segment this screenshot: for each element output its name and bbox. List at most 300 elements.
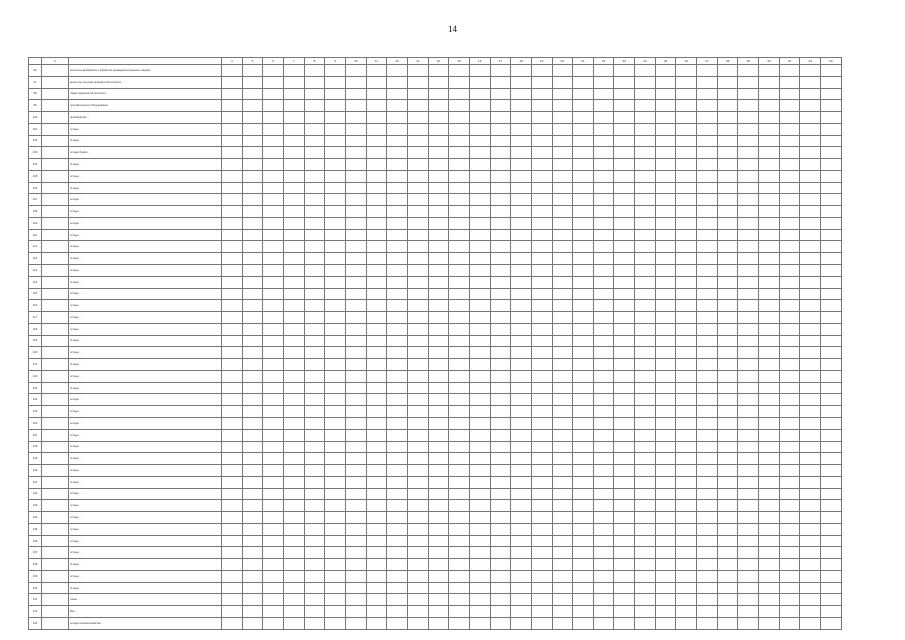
value-cell bbox=[759, 241, 780, 253]
value-cell bbox=[552, 547, 573, 559]
value-cell bbox=[345, 170, 366, 182]
value-cell bbox=[614, 617, 635, 629]
value-cell bbox=[304, 300, 325, 312]
value-cell bbox=[428, 147, 449, 159]
value-cell bbox=[449, 359, 470, 371]
value-cell bbox=[593, 170, 614, 182]
value-cell bbox=[552, 570, 573, 582]
value-cell bbox=[614, 465, 635, 477]
value-cell bbox=[635, 76, 656, 88]
value-cell bbox=[325, 217, 346, 229]
value-cell bbox=[573, 112, 594, 124]
row-code-cell bbox=[42, 147, 69, 159]
value-cell bbox=[738, 206, 759, 218]
table-row bbox=[29, 617, 842, 629]
table-header-cell bbox=[69, 58, 222, 65]
value-cell bbox=[655, 217, 676, 229]
value-cell bbox=[242, 382, 263, 394]
value-cell bbox=[676, 323, 697, 335]
value-cell bbox=[428, 170, 449, 182]
value-cell bbox=[697, 441, 718, 453]
value-cell bbox=[573, 582, 594, 594]
value-cell bbox=[821, 347, 842, 359]
value-cell bbox=[366, 147, 387, 159]
value-cell bbox=[283, 100, 304, 112]
value-cell bbox=[428, 300, 449, 312]
row-number-cell: 105 bbox=[29, 170, 42, 182]
value-cell bbox=[304, 488, 325, 500]
table-row bbox=[29, 159, 842, 171]
value-cell bbox=[242, 465, 263, 477]
value-cell bbox=[800, 335, 821, 347]
value-cell bbox=[263, 112, 284, 124]
value-cell bbox=[573, 594, 594, 606]
value-cell bbox=[469, 76, 490, 88]
value-cell bbox=[717, 229, 738, 241]
value-cell bbox=[325, 65, 346, 77]
value-cell bbox=[469, 370, 490, 382]
value-cell bbox=[531, 406, 552, 418]
value-cell bbox=[573, 265, 594, 277]
value-cell bbox=[449, 535, 470, 547]
value-cell bbox=[779, 359, 800, 371]
value-cell bbox=[263, 159, 284, 171]
value-cell bbox=[738, 559, 759, 571]
value-cell bbox=[263, 288, 284, 300]
table-header-cell: 29 bbox=[738, 58, 759, 65]
value-cell bbox=[387, 229, 408, 241]
value-cell bbox=[738, 535, 759, 547]
value-cell bbox=[738, 617, 759, 629]
value-cell bbox=[449, 465, 470, 477]
value-cell bbox=[387, 335, 408, 347]
value-cell bbox=[779, 65, 800, 77]
value-cell bbox=[821, 476, 842, 488]
value-cell bbox=[800, 147, 821, 159]
value-cell bbox=[449, 594, 470, 606]
value-cell bbox=[222, 417, 243, 429]
row-code-cell bbox=[42, 276, 69, 288]
value-cell bbox=[283, 488, 304, 500]
value-cell bbox=[407, 112, 428, 124]
value-cell bbox=[821, 500, 842, 512]
value-cell bbox=[428, 335, 449, 347]
value-cell bbox=[635, 382, 656, 394]
value-cell bbox=[222, 606, 243, 618]
value-cell bbox=[614, 370, 635, 382]
row-number-cell: 133 bbox=[29, 500, 42, 512]
value-cell bbox=[593, 488, 614, 500]
value-cell bbox=[345, 123, 366, 135]
value-cell bbox=[407, 206, 428, 218]
value-cell bbox=[821, 194, 842, 206]
value-cell bbox=[676, 312, 697, 324]
value-cell bbox=[800, 323, 821, 335]
value-cell bbox=[449, 406, 470, 418]
value-cell bbox=[573, 559, 594, 571]
value-cell bbox=[325, 76, 346, 88]
value-cell bbox=[697, 170, 718, 182]
value-cell bbox=[655, 382, 676, 394]
value-cell bbox=[449, 112, 470, 124]
value-cell bbox=[552, 253, 573, 265]
value-cell bbox=[779, 476, 800, 488]
row-number-cell: 103 bbox=[29, 147, 42, 159]
value-cell bbox=[779, 335, 800, 347]
value-cell bbox=[655, 523, 676, 535]
value-cell bbox=[573, 359, 594, 371]
row-number-cell: 132 bbox=[29, 488, 42, 500]
value-cell bbox=[821, 76, 842, 88]
value-cell bbox=[676, 570, 697, 582]
row-number-cell: 99 bbox=[29, 100, 42, 112]
value-cell bbox=[283, 476, 304, 488]
value-cell bbox=[325, 406, 346, 418]
value-cell bbox=[407, 123, 428, 135]
value-cell bbox=[345, 559, 366, 571]
row-name-cell: поставка малого оборудования bbox=[69, 100, 222, 112]
value-cell bbox=[469, 276, 490, 288]
value-cell bbox=[697, 523, 718, 535]
value-cell bbox=[655, 535, 676, 547]
value-cell bbox=[325, 594, 346, 606]
value-cell bbox=[779, 417, 800, 429]
value-cell bbox=[222, 594, 243, 606]
value-cell bbox=[366, 76, 387, 88]
value-cell bbox=[655, 288, 676, 300]
value-cell bbox=[366, 288, 387, 300]
value-cell bbox=[676, 206, 697, 218]
value-cell bbox=[593, 359, 614, 371]
value-cell bbox=[387, 323, 408, 335]
value-cell bbox=[222, 217, 243, 229]
value-cell bbox=[490, 500, 511, 512]
value-cell bbox=[428, 217, 449, 229]
value-cell bbox=[800, 512, 821, 524]
value-cell bbox=[717, 159, 738, 171]
value-cell bbox=[531, 476, 552, 488]
value-cell bbox=[552, 206, 573, 218]
value-cell bbox=[655, 159, 676, 171]
value-cell bbox=[697, 76, 718, 88]
value-cell bbox=[759, 194, 780, 206]
value-cell bbox=[531, 182, 552, 194]
value-cell bbox=[345, 547, 366, 559]
value-cell bbox=[263, 182, 284, 194]
value-cell bbox=[511, 606, 532, 618]
row-name-cell: отходы ... bbox=[69, 335, 222, 347]
value-cell bbox=[345, 347, 366, 359]
value-cell bbox=[304, 335, 325, 347]
value-cell bbox=[304, 394, 325, 406]
value-cell bbox=[573, 65, 594, 77]
value-cell bbox=[428, 112, 449, 124]
value-cell bbox=[325, 559, 346, 571]
value-cell bbox=[697, 417, 718, 429]
value-cell bbox=[449, 241, 470, 253]
value-cell bbox=[779, 276, 800, 288]
row-code-cell bbox=[42, 194, 69, 206]
table-header-cell: 23 bbox=[614, 58, 635, 65]
value-cell bbox=[263, 559, 284, 571]
row-code-cell bbox=[42, 65, 69, 77]
value-cell bbox=[511, 135, 532, 147]
value-cell bbox=[593, 417, 614, 429]
value-cell bbox=[800, 194, 821, 206]
value-cell bbox=[614, 476, 635, 488]
value-cell bbox=[304, 570, 325, 582]
value-cell bbox=[366, 406, 387, 418]
value-cell bbox=[759, 206, 780, 218]
value-cell bbox=[222, 276, 243, 288]
value-cell bbox=[242, 606, 263, 618]
value-cell bbox=[738, 194, 759, 206]
value-cell bbox=[635, 135, 656, 147]
value-cell bbox=[345, 312, 366, 324]
value-cell bbox=[593, 112, 614, 124]
value-cell bbox=[676, 76, 697, 88]
value-cell bbox=[800, 370, 821, 382]
value-cell bbox=[593, 535, 614, 547]
row-number-cell: 108 bbox=[29, 206, 42, 218]
value-cell bbox=[676, 594, 697, 606]
value-cell bbox=[407, 570, 428, 582]
value-cell bbox=[676, 147, 697, 159]
value-cell bbox=[573, 476, 594, 488]
value-cell bbox=[738, 217, 759, 229]
value-cell bbox=[345, 488, 366, 500]
value-cell bbox=[800, 535, 821, 547]
value-cell bbox=[345, 206, 366, 218]
row-number-cell: 142 bbox=[29, 606, 42, 618]
value-cell bbox=[531, 582, 552, 594]
value-cell bbox=[573, 382, 594, 394]
value-cell bbox=[490, 594, 511, 606]
value-cell bbox=[366, 606, 387, 618]
value-cell bbox=[800, 76, 821, 88]
value-cell bbox=[655, 559, 676, 571]
value-cell bbox=[283, 370, 304, 382]
row-code-cell bbox=[42, 100, 69, 112]
value-cell bbox=[717, 476, 738, 488]
value-cell bbox=[428, 253, 449, 265]
value-cell bbox=[531, 65, 552, 77]
value-cell bbox=[552, 382, 573, 394]
value-cell bbox=[717, 65, 738, 77]
table-row bbox=[29, 229, 842, 241]
value-cell bbox=[614, 594, 635, 606]
value-cell bbox=[800, 265, 821, 277]
value-cell bbox=[635, 88, 656, 100]
row-number-cell: 100 bbox=[29, 112, 42, 124]
value-cell bbox=[697, 135, 718, 147]
value-cell bbox=[222, 323, 243, 335]
value-cell bbox=[759, 441, 780, 453]
row-name-cell: Всё ... bbox=[69, 606, 222, 618]
value-cell bbox=[469, 300, 490, 312]
value-cell bbox=[242, 394, 263, 406]
value-cell bbox=[552, 159, 573, 171]
row-name-cell: отходы ... bbox=[69, 417, 222, 429]
value-cell bbox=[614, 559, 635, 571]
row-number-cell: 110 bbox=[29, 229, 42, 241]
value-cell bbox=[593, 206, 614, 218]
value-cell bbox=[449, 312, 470, 324]
value-cell bbox=[490, 465, 511, 477]
value-cell bbox=[325, 441, 346, 453]
value-cell bbox=[366, 65, 387, 77]
value-cell bbox=[449, 170, 470, 182]
value-cell bbox=[387, 206, 408, 218]
value-cell bbox=[490, 559, 511, 571]
value-cell bbox=[635, 535, 656, 547]
table-header-cell: 16 bbox=[469, 58, 490, 65]
value-cell bbox=[283, 335, 304, 347]
value-cell bbox=[304, 323, 325, 335]
row-number-cell: 137 bbox=[29, 547, 42, 559]
value-cell bbox=[242, 147, 263, 159]
value-cell bbox=[759, 617, 780, 629]
value-cell bbox=[325, 570, 346, 582]
value-cell bbox=[428, 206, 449, 218]
value-cell bbox=[511, 147, 532, 159]
table-header-cell: 33 bbox=[821, 58, 842, 65]
value-cell bbox=[552, 394, 573, 406]
value-cell bbox=[387, 570, 408, 582]
value-cell bbox=[635, 406, 656, 418]
value-cell bbox=[614, 347, 635, 359]
value-cell bbox=[511, 523, 532, 535]
value-cell bbox=[304, 370, 325, 382]
value-cell bbox=[511, 206, 532, 218]
value-cell bbox=[325, 535, 346, 547]
value-cell bbox=[511, 594, 532, 606]
value-cell bbox=[511, 570, 532, 582]
value-cell bbox=[304, 523, 325, 535]
value-cell bbox=[800, 617, 821, 629]
value-cell bbox=[800, 547, 821, 559]
value-cell bbox=[655, 547, 676, 559]
row-name-cell: отходы ... bbox=[69, 441, 222, 453]
value-cell bbox=[593, 559, 614, 571]
value-cell bbox=[573, 300, 594, 312]
value-cell bbox=[697, 217, 718, 229]
value-cell bbox=[222, 523, 243, 535]
value-cell bbox=[490, 253, 511, 265]
value-cell bbox=[655, 594, 676, 606]
value-cell bbox=[552, 594, 573, 606]
value-cell bbox=[222, 512, 243, 524]
value-cell bbox=[697, 535, 718, 547]
value-cell bbox=[407, 135, 428, 147]
value-cell bbox=[635, 523, 656, 535]
value-cell bbox=[366, 323, 387, 335]
value-cell bbox=[222, 100, 243, 112]
value-cell bbox=[531, 570, 552, 582]
value-cell bbox=[759, 123, 780, 135]
value-cell bbox=[511, 123, 532, 135]
value-cell bbox=[325, 370, 346, 382]
value-cell bbox=[242, 123, 263, 135]
value-cell bbox=[593, 312, 614, 324]
value-cell bbox=[449, 276, 470, 288]
value-cell bbox=[407, 170, 428, 182]
value-cell bbox=[800, 594, 821, 606]
value-cell bbox=[283, 159, 304, 171]
value-cell bbox=[366, 453, 387, 465]
value-cell bbox=[593, 76, 614, 88]
value-cell bbox=[593, 88, 614, 100]
value-cell bbox=[283, 559, 304, 571]
value-cell bbox=[511, 465, 532, 477]
value-cell bbox=[511, 382, 532, 394]
value-cell bbox=[593, 241, 614, 253]
value-cell bbox=[469, 194, 490, 206]
value-cell bbox=[511, 241, 532, 253]
value-cell bbox=[821, 512, 842, 524]
value-cell bbox=[449, 441, 470, 453]
value-cell bbox=[325, 276, 346, 288]
value-cell bbox=[821, 335, 842, 347]
value-cell bbox=[800, 488, 821, 500]
value-cell bbox=[449, 253, 470, 265]
value-cell bbox=[428, 570, 449, 582]
value-cell bbox=[242, 500, 263, 512]
value-cell bbox=[407, 159, 428, 171]
table-row bbox=[29, 123, 842, 135]
value-cell bbox=[263, 606, 284, 618]
value-cell bbox=[779, 112, 800, 124]
value-cell bbox=[263, 312, 284, 324]
value-cell bbox=[511, 476, 532, 488]
value-cell bbox=[635, 547, 656, 559]
row-code-cell bbox=[42, 606, 69, 618]
value-cell bbox=[366, 265, 387, 277]
value-cell bbox=[800, 288, 821, 300]
value-cell bbox=[573, 194, 594, 206]
value-cell bbox=[655, 406, 676, 418]
value-cell bbox=[779, 217, 800, 229]
value-cell bbox=[469, 347, 490, 359]
value-cell bbox=[635, 112, 656, 124]
value-cell bbox=[573, 276, 594, 288]
value-cell bbox=[655, 147, 676, 159]
row-name-cell: отходы ... bbox=[69, 194, 222, 206]
value-cell bbox=[717, 312, 738, 324]
value-cell bbox=[573, 512, 594, 524]
value-cell bbox=[676, 182, 697, 194]
value-cell bbox=[511, 582, 532, 594]
row-number-cell: 138 bbox=[29, 559, 42, 571]
value-cell bbox=[325, 382, 346, 394]
value-cell bbox=[552, 323, 573, 335]
value-cell bbox=[779, 253, 800, 265]
value-cell bbox=[469, 335, 490, 347]
value-cell bbox=[263, 135, 284, 147]
value-cell bbox=[263, 570, 284, 582]
value-cell bbox=[676, 288, 697, 300]
value-cell bbox=[387, 370, 408, 382]
value-cell bbox=[593, 194, 614, 206]
value-cell bbox=[222, 170, 243, 182]
row-number-cell: 126 bbox=[29, 417, 42, 429]
value-cell bbox=[325, 606, 346, 618]
value-cell bbox=[325, 359, 346, 371]
value-cell bbox=[449, 229, 470, 241]
value-cell bbox=[366, 582, 387, 594]
value-cell bbox=[738, 241, 759, 253]
value-cell bbox=[552, 335, 573, 347]
